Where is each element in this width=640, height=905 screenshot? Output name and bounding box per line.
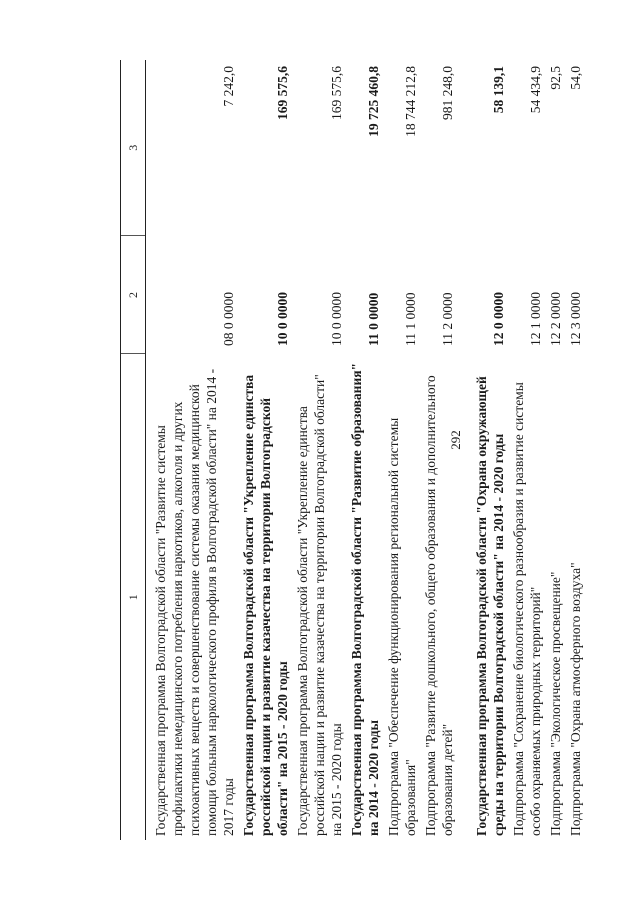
program-amount: 169 575,6 [329, 66, 344, 120]
program-name: Подпрограмма "Развитие дошкольного, общего образования и дополнительного образования детей" [423, 375, 455, 836]
table-row [420, 60, 457, 840]
program-amount: 169 575,6 [275, 66, 290, 120]
header-col-1: 1 [121, 354, 146, 840]
budget-table [120, 60, 585, 840]
program-code: 08 0 0000 [221, 292, 236, 346]
table-row [565, 60, 585, 840]
program-name: Государственная программа Волгоградской области "Укрепление единства российской нации и развитие казачества на территории Волгоградской области" на 2015 - 2020 годы [241, 374, 290, 836]
program-code: 11 0 0000 [366, 292, 381, 346]
program-amount: 7 242,0 [221, 66, 236, 107]
program-code: 11 2 0000 [440, 292, 455, 346]
program-code: 12 3 0000 [568, 292, 583, 346]
program-name: Подпрограмма "Обеспечение функционирования региональной системы образования" [386, 417, 418, 836]
program-name: Государственная программа Волгоградской области "Развитие образования" на 2014 - 2020 годы [349, 362, 381, 836]
program-name: Государственная программа Волгоградской области "Развитие системы профилактики немедицинского потребления наркотиков, алкоголя и других психоактивных веществ и совершенствование системы оказания медицинской помощи больным наркологического профиля в Волгоградской области" на 2014 - 2017 годы [153, 368, 236, 836]
program-code: 11 1 0000 [403, 292, 418, 346]
table-header-row [121, 60, 146, 840]
table-row [238, 60, 292, 840]
program-amount: 58 139,1 [491, 66, 506, 114]
table-row [508, 60, 545, 840]
program-name: Подпрограмма "Экологическое просвещение" [548, 571, 563, 836]
program-amount: 18 744 212,8 [403, 66, 418, 137]
program-code: 12 0 0000 [491, 292, 506, 346]
program-amount: 54,0 [568, 66, 583, 90]
table-row [545, 60, 565, 840]
header-col-2: 2 [121, 236, 146, 354]
program-amount: 981 248,0 [440, 66, 455, 120]
program-code: 12 2 0000 [548, 292, 563, 346]
budget-table-rotated [120, 60, 583, 840]
table-row [457, 60, 508, 840]
table-row [346, 60, 383, 840]
header-col-3: 3 [121, 60, 146, 236]
program-amount: 19 725 460,8 [366, 66, 381, 137]
program-amount: 92,5 [548, 66, 563, 90]
program-name: Подпрограмма "Охрана атмосферного воздуха" [568, 562, 583, 836]
program-code: 10 0 0000 [329, 292, 344, 346]
program-code: 10 0 0000 [275, 292, 290, 346]
table-row [146, 60, 239, 840]
program-name: Государственная программа Волгоградской области "Охрана окружающей среды на территории Волгоградской области" на 2014 - 2020 годы [474, 376, 506, 836]
program-name: Подпрограмма "Сохранение биологического разнообразия и развитие системы особо охраняемых природных территорий" [511, 382, 543, 836]
table-row [292, 60, 346, 840]
program-code: 12 1 0000 [528, 292, 543, 346]
program-amount: 54 434,9 [528, 66, 543, 114]
page-number: 292 [448, 430, 463, 450]
program-name: Государственная программа Волгоградской области "Укрепление единства российской нации и развитие казачества на территории Волгоградской области" на 2015 - 2020 годы [295, 374, 344, 836]
table-row [383, 60, 420, 840]
